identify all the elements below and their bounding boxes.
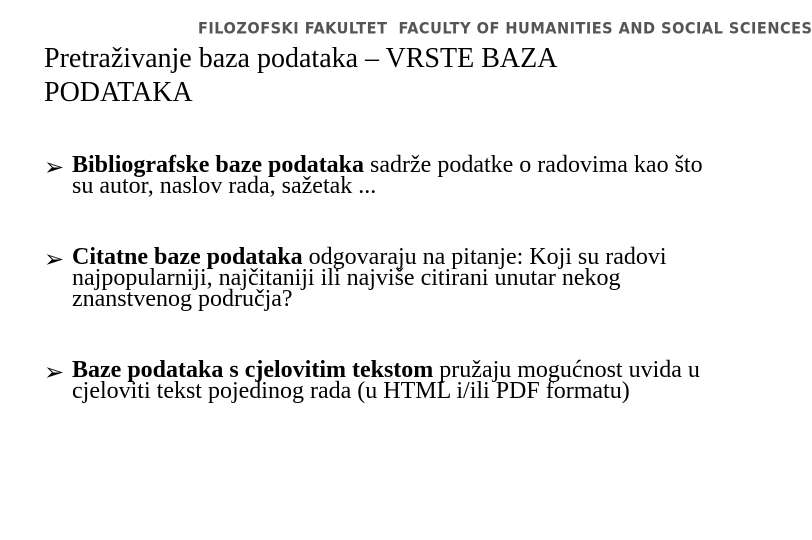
arrow-bullet-icon: ➢ xyxy=(44,245,65,273)
bullet-item-bibliographic xyxy=(44,152,704,199)
faculty-logo xyxy=(198,15,812,44)
bullet-description: pružaju mogućnost uvida u cjeloviti tekst pojedinog rada (u HTML i/ili PDF formatu) xyxy=(72,357,700,404)
faculty-name-en: FACULTY OF HUMANITIES AND SOCIAL SCIENCES xyxy=(398,20,812,38)
bullet-description: sadrže podatke o radovima kao što su autor, naslov rada, sažetak ... xyxy=(72,152,703,199)
arrow-bullet-icon: ➢ xyxy=(44,358,65,386)
bullet-term: Baze podataka s cjelovitim tekstom xyxy=(72,357,434,383)
bullet-item-citation xyxy=(44,244,704,312)
bullet-description: odgovaraju na pitanje: Koji su radovi najpopularniji, najčitaniji ili najviše citirani unutar nekog znanstvenog područja? xyxy=(72,244,667,312)
faculty-name-hr: FILOZOFSKI FAKULTET xyxy=(198,20,388,38)
bullet-term: Bibliografske baze podataka xyxy=(72,152,365,178)
bullet-term: Citatne baze podataka xyxy=(72,244,303,270)
bullet-list xyxy=(44,152,704,452)
bullet-item-fulltext xyxy=(44,357,704,404)
slide-title: Pretraživanje baza podataka – VRSTE BAZA PODATAKA xyxy=(44,43,556,108)
arrow-bullet-icon: ➢ xyxy=(44,153,65,181)
